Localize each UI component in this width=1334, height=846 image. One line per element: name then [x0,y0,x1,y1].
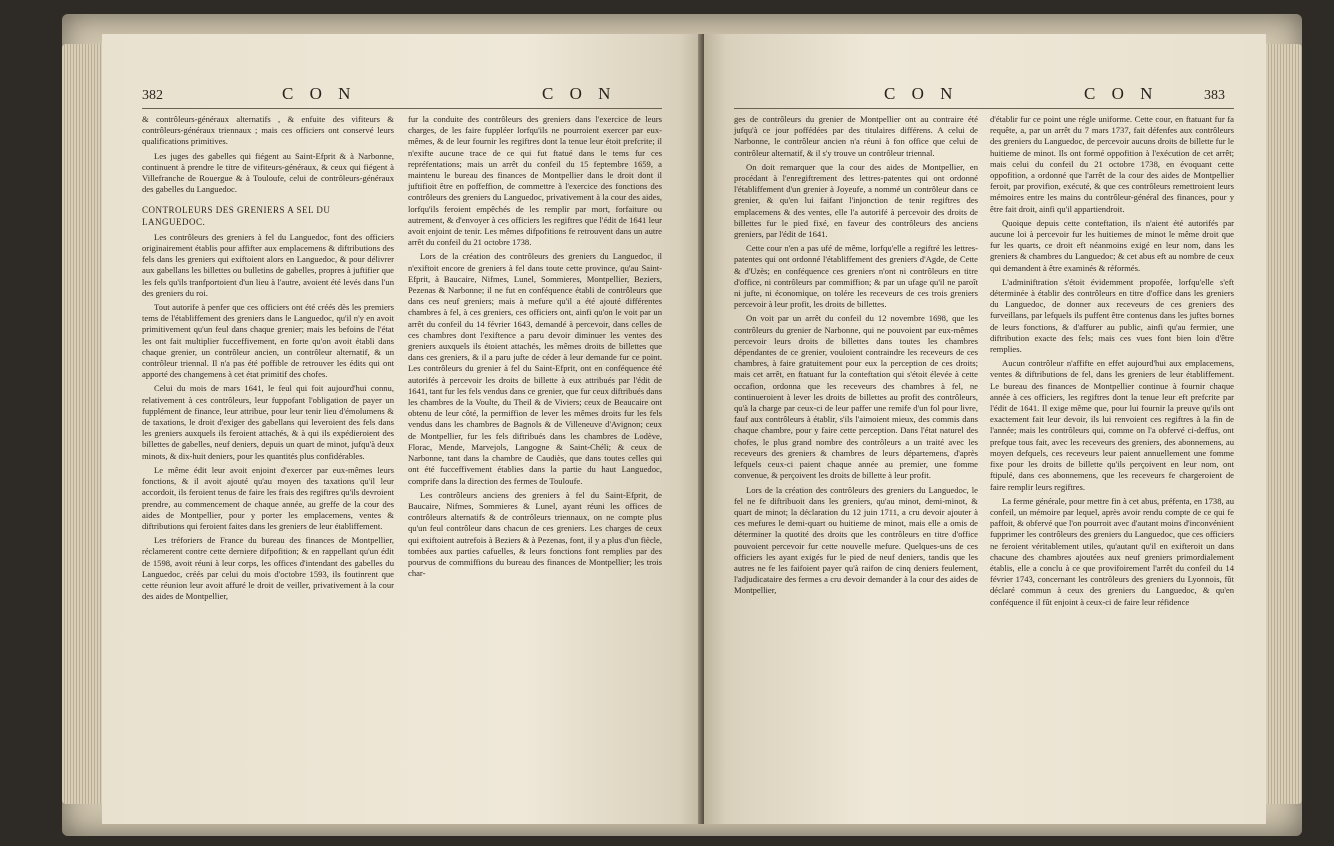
paragraph: L'adminiftration s'étoit évidemment propofée, lorfqu'elle s'eft déterminée à établir des contrôleurs en titre d'office dans les greniers du Languedoc, de donner aux receveurs de ces greniers des furveillans, par lefquels ils puffent être contenus dans les juftes bornes de leurs fonctions, & d'affurer au public, ainfi qu'au fermier, une diftribution exacte des fels; mais ces vues font bien loin d'être remplies. [990,276,1234,355]
left-page [102,34,704,824]
paragraph: Lors de la création des contrôleurs des greniers du Languedoc, il n'exiftoit encore de greniers à fel dans toute cette province, qu'au Saint-Efprit, à Baucaire, Nifmes, Lunel, Sommieres, Montpellier, Beziers, Pezenas & Narbonne; il ne fut en conféquence établi de contrôleurs que dans ces neuf greniers; mais à mefure qu'il a été ajouté différentes chambres à fel, à ces greniers, ces officiers ont, ainfi qu'on le voit par un arrêt du confeil du 14 février 1643, demandé à percevoir, dans celles de ces chambres dont l'exiftence a paru devoir diminuer les ventes des greniers auxquels ils étoient attachés, les mêmes droits de billettes que dans ces greniers, & il a paru jufte de céder à leur demande fur ce point. Les contrôleurs du grenier à fel du Saint-Efprit, ont en conféquence été autorifés à percevoir les droits de billette à eux attribués par l'édit de 1641, tant fur les fels vendus dans ce grenier, que fur ceux diftribués dans les chambres de la Voulte, du Theil & de Viviers; ceux de Beaucaire ont obtenu de leur côté, la permiffion de lever les mêmes droits fur les fels vendus dans les chambres de Bagnols & de Villeneuve d'Avignon; ceux de Montpellier, fur les fels diftribués dans les chambres de Lodève, Florac, Mende, Marvejols, Langogne & Saint-Chéli; & ceux de Narbonne, tant dans la chambre de Caudiès, que dans toutes celles qui ont été fucceffivement établies dans la partie du haut Languedoc, comprife dans la direction des fermes de Touloufe. [408,251,662,486]
paragraph: Quoique depuis cette conteftation, ils n'aient été autorifés par aucune loi à percevoir fur les huitiemes de minot le même droit que fur les quarts, ce droit eft néanmoins exigé en leur nom, dans les greniers & chambres du Languedoc; & cet abus eft au nombre de ceux qui demandent à être examinés & réformés. [990,217,1234,273]
paragraph: d'établir fur ce point une régle uniforme. Cette cour, en ftatuant fur fa requête, a, par un arrêt du 7 mars 1737, fait défenfes aux contrôleurs des greniers du Languedoc, de percevoir aucuns droits de billette fur le huitieme de minot. Ils ont formé oppofition à l'exécution de cet arrêt; mais celui du confeil du 21 octobre 1738, en évoquant cette oppofition, a ordonné que l'arrêt de la cour des aides de Montpellier feroit, par provifion, exécuté, & que ces contrôleurs remettroient leurs mémoires entre les mains du contrôleur-général des finances, pour y être fait droit, ainfi qu'il appartiendroit. [990,114,1234,214]
paragraph: fur la conduite des contrôleurs des greniers dans l'exercice de leurs charges, de les faire fuppléer lorfqu'ils ne pourroient exercer par eux-mêmes, & de leur fournir les regiftres dont la tenue leur étoit prefcrite; il n'exifte aucune trace de ce qui fut ftatué dans le tems fur ces repréfentations; mais un arrêt du confeil du 15 feptembre 1659, a maintenu le bureau des finances de Montpellier dans le droit dont il juftifioit être en poffeffion, de commettre à l'exercice des fonctions des contrôleurs des greniers du Languedoc, privativement à la cour des aides, lorfqu'ils feroient empêchés de les remplir par mort, forfaiture ou autrement, & d'envoyer à ces officiers les regiftres que l'édit de 1641 leur avoit enjoint de tenir. Les mêmes difpofitions fe retrouvent dans un autre arrêt du confeil du 21 octobre 1738. [408,114,662,248]
paragraph: Les tréforiers de France du bureau des finances de Montpellier, réclamerent contre cette derniere difpofition; & en rappellant qu'un édit de 1598, avoit réuni à leur corps, les offices d'intendant des gabelles du Languedoc, créés par celui du mois d'octobre 1593, ils foutinrent que cette réunion leur avoit affuré le droit de veiller, privativement à la cour des aides de Montpellier, [142,535,394,602]
right-page-number: 383 [1204,88,1225,103]
left-running-head: C O N [282,84,357,103]
paragraph: La ferme générale, pour mettre fin à cet abus, préfenta, en 1738, au confeil, un mémoire par lequel, après avoir rendu compte de ce qui fe paffoit, & obfervé que l'on pourroit avec d'autant moins d'inconvénient fupprimer les contrôleurs des greniers du Languedoc, que ces officiers ne feroient véritablement utiles, qu'autant qu'il en exifteroit un dans chacune des chambres ajoutées aux neuf greniers primordialement établis, elle a conclu à ce que provifoirement l'arrêt du confeil du 14 février 1743, concernant les contrôleurs des greniers du Lyonnois, fût déclaré commun à ceux des greniers du Languedoc, & qu'en conféquence il fût enjoint à ceux-ci de faire leur réfidence [990,495,1234,607]
section-heading: CONTROLEURS DES GRENIERS A SEL DU LANGUEDOC. [142,205,331,227]
paragraph: On voit par un arrêt du confeil du 12 novembre 1698, que les contrôleurs du grenier de Narbonne, qui ne pouvoient par eux-mêmes percevoir leurs droits de billettes dans toutes les chambres dépendantes de ce grenier, vouloient contraindre les receveurs de ces chambres, à faire gratuitement pour eux la perception de ces droits; mais cet arrêt, en ftatuant fur la conteftation qui s'étoit élevée à cette occafion, ordonna que les receveurs des chambres à fel, ne continueroient à lever les droits de billettes au profit des contrôleurs, qu'à la charge par ceux-ci de leur paffer une remife d'un fol pour livre, fauf aux contrôleurs à établir, s'ils l'aimoient mieux, des commis dans chaque chambre, pour y faire cette perception. Dans l'état naturel des chofes, le plus grand nombre des contrôleurs a un traité avec les receveurs des greniers & chambres de leurs départemens, d'après lefquels ceux-ci paient chaque année au premier, une fomme convenue, & perçoivent les droits de billette à leur profit. [734,313,978,481]
paragraph: ges de contrôleurs du grenier de Montpellier ont au contraire été jufqu'à ce jour poffédées par des titulaires différens. A celui de Narbonne, le contrôleur ancien n'a réuni à fon office que celui de contrôleur alternatif, & il s'y trouve un contrôleur triennal. [734,114,978,158]
paragraph: Celui du mois de mars 1641, le feul qui foit aujourd'hui connu, relativement à ces contrôleurs, leur fuppofant l'obligation de payer un fupplément de finance, leur attribue, pour leur tenir lieu d'émolumens & de taxations, le droit d'exiger des gabellans qui leveroient des fels dans les greniers auxquels ils feroient attachés, & à qui ils expédieroient des billettes de gabelles, neuf deniers, depuis un quart de minot, jufqu'à deux minots, & dix-huit deniers, pour les quantités plus confidérables. [142,383,394,461]
right-page [704,34,1266,824]
left-page-column-1 [142,114,394,605]
right-page-column-2 [990,114,1234,611]
page-edges-left [62,44,102,804]
open-book [62,14,1302,836]
header-rule [734,108,1234,109]
paragraph: Les contrôleurs des greniers à fel du Languedoc, font des officiers originairement établis pour affifter aux emplacemens & diftributions des fels dans les greniers qui exiftoient alors en Languedoc, & pour délivrer aux gabellans les billettes ou bulletins de gabelles, propres à juftifier que les fels qu'ils tranfportoient d'un lieu à l'autre, avoient été levés dans l'un des greniers du roi. [142,231,394,298]
right-running-head-1: C O N [884,84,959,103]
right-page-column-1 [734,114,978,600]
page-edges-right [1266,44,1302,804]
paragraph: & contrôleurs-généraux alternatifs , & enfuite des vifiteurs & contrôleurs-généraux triennaux ; mais ces officiers ont conservé leurs qualifications primitives. [142,114,394,147]
left-page-number: 382 [142,88,163,103]
paragraph: Les juges des gabelles qui fiégent au Saint-Efprit & à Narbonne, continuent à prendre le titre de vifiteurs-généraux, & ceux qui fiégent à Villefranche de Rouergue & à Touloufe, celui de contrôleurs-généraux des gabelles du Languedoc. [142,150,394,195]
header-rule [142,108,662,109]
left-running-head-2: C O N [542,84,617,103]
paragraph: Les contrôleurs anciens des greniers à fel du Saint-Efprit, de Baucaire, Nifmes, Sommieres & Lunel, ayant réuni les offices de contrôleurs alternatifs & de contrôleurs triennaux, on ne compte plus qu'un feul contrôleur dans chacun de ces greniers. Les charges de ceux qui exiftoient autrefois à Beziers & à Pezenas, font, il y a plus d'un fiècle, tombées aux parties cafuelles, & leurs fonctions font remplies par des pourvus de commiffions du bureau des finances de Montpellier; les trois char- [408,489,662,579]
right-running-head-2: C O N [1084,84,1159,103]
paragraph: Le même édit leur avoit enjoint d'exercer par eux-mêmes leurs fonctions, & il avoit ajouté qu'au moyen des taxations qu'il leur accordoit, ils feroient tenus de faire les frais des regiftres qu'ils devroient prendre, au commencement de chaque année, au greffe de la cour des aides de Montpellier, pour y porter les emplacemens, ventes & diftributions qui feroient faites dans les greniers de leur établiffement. [142,464,394,531]
left-page-column-2 [408,114,662,582]
paragraph: Aucun contrôleur n'affifte en effet aujourd'hui aux emplacemens, ventes & diftributions de fel, dans les greniers de leur établiffement. Le bureau des finances de Montpellier continue à fournir chaque année à ces officiers, les regiftres dont la tenue leur eft prefcrite par l'édit de 1641. Il exige même que, pour lui fournir la preuve qu'ils ont exactement fait leur devoir, ils lui renvoient ces regiftres à la fin de l'année; mais les contrôleurs qui, comme on l'a obfervé ci-deffus, ont prefque tous fait, avec les receveurs des greniers, des abonnemens, au moyen defquels, ces receveurs leur paient annuellement une fomme fixe pour les droits de billette qu'ils perçoivent en leur nom, ont ftipulé, dans ces abonnemens, que les receveurs fe chargeroient de faire remplir leurs regiftres. [990,358,1234,492]
paragraph: Tout autorife à penfer que ces officiers ont été créés dès les premiers tems de l'établiffement des greniers dans le Languedoc, qu'il n'y en avoit primitivement qu'un feul dans chaque grenier; mais les befoins de l'état les ont fait multiplier fucceffivement, en forte qu'on avoit établi dans chaque grenier, un contrôleur ancien, un contrôleur alternatif, & un contrôleur triennal. Il n'a pas été poffible de retrouver les édits qui ont apporté des changemens à cet état primitif des chofes. [142,302,394,380]
paragraph: Lors de la création des contrôleurs des greniers du Languedoc, le fel ne fe diftribuoit dans les greniers, qu'au minot, demi-minot, & quart de minot; la déclaration du 12 juin 1711, a cru devoir ajouter à ces mefures le demi-quart ou huitieme de minot, mais elle a omis de déterminer la quotité des droits que les contrôleurs en titre d'office pouvoient percevoir fur cette nouvelle mefure. Quelques-uns de ces officiers les ayant exigés fur le pied de neuf deniers, tandis que les autres ne fe les faifoient payer qu'à raifon de cinq deniers feulement, l'adjudicataire des fermes a cru devoir demander à la cour des aides de Montpellier, [734,484,978,596]
paragraph: On doit remarquer que la cour des aides de Montpellier, en procédant à l'enregiftrement des lettres-patentes qui ont ordonné l'établiffement d'un grenier à Joyeufe, a nommé un contrôleur dans ce grenier, & qu'en lui faifant l'injonction de tenir regiftres des emplacemens & des ventes, elle l'a autorifé à percevoir des droits de billettes fur le pied fixé, en faveur des contrôleurs des anciens greniers, par l'édit de 1641. [734,161,978,240]
paragraph: Cette cour n'en a pas ufé de même, lorfqu'elle a regiftré les lettres-patentes qui ont ordonné l'établiffement des greniers d'Agde, de Cette & d'Uzès; en conféquence ces greniers n'ont ni contrôleurs en titre d'office, ni contrôleurs par commiffion; & par un ufage qu'il ne paroît ni jufte, ni économique, on tolére les receveurs de ces trois greniers percevoir à leur profit, les droits de billettes. [734,243,978,310]
